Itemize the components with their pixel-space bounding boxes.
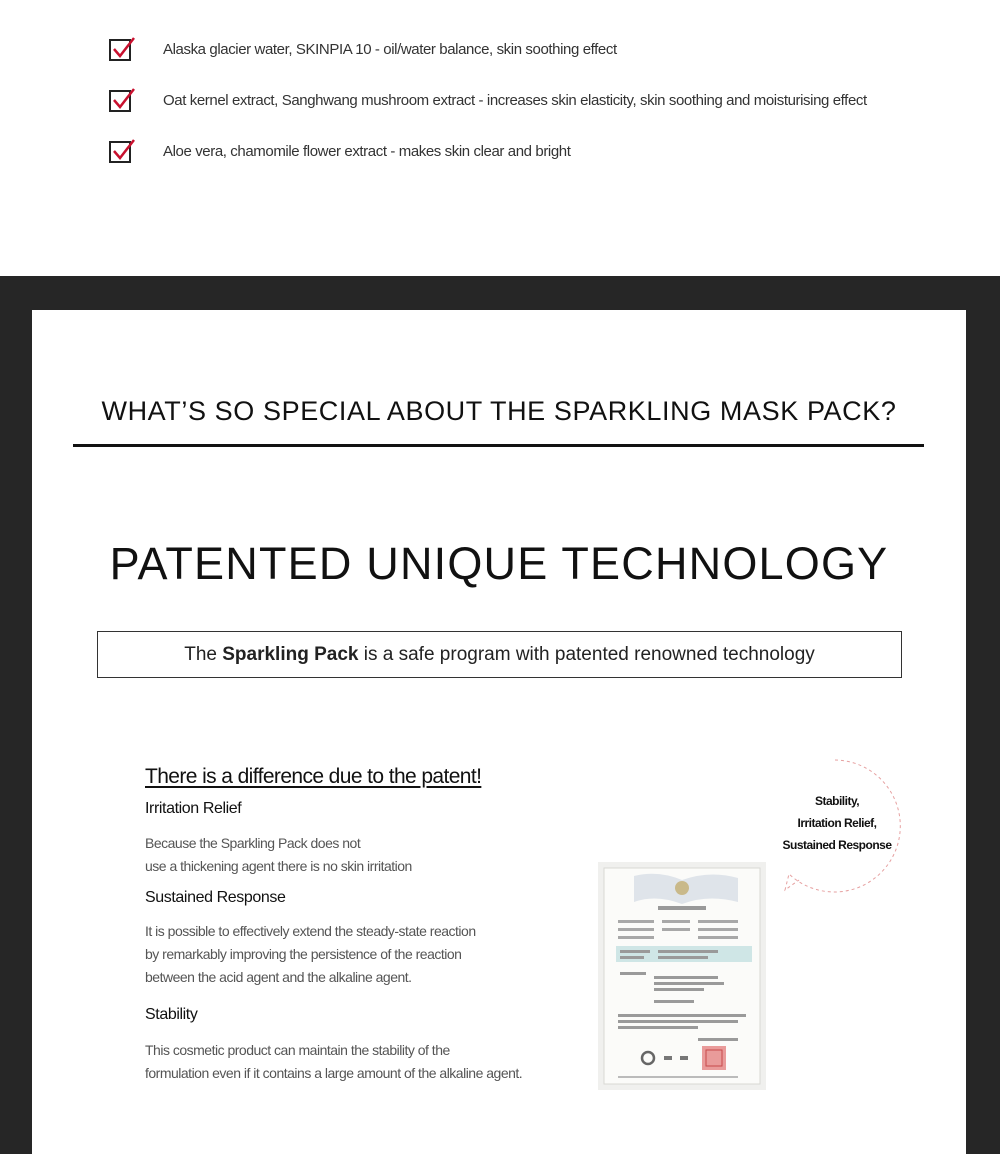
patent-statement-bold: Sparkling Pack — [222, 643, 359, 665]
bubble-line: Irritation Relief, — [797, 816, 877, 830]
text-line: Because the Sparkling Pack does not — [145, 835, 361, 851]
checkbox-checked-icon — [108, 35, 136, 63]
stability-title: Stability — [145, 1006, 198, 1023]
sustained-response-title: Sustained Response — [145, 889, 286, 906]
stability-text — [145, 1039, 522, 1085]
patent-title: PATENTED UNIQUE TECHNOLOGY — [109, 538, 889, 589]
bubble-line: Stability, — [814, 794, 860, 808]
text-line: by remarkably improving the persistence of the reaction — [145, 946, 462, 962]
sustained-response-text — [145, 920, 476, 989]
checkbox-checked-icon — [108, 137, 136, 165]
checkbox-checked-icon — [108, 86, 136, 114]
patent-certificate-image — [598, 862, 766, 1090]
bubble-text — [767, 790, 907, 856]
benefit-text: Oat kernel extract, Sanghwang mushroom extract - increases skin elasticity, skin soothing and moisturising effect — [163, 91, 867, 109]
special-title: WHAT’S SO SPECIAL ABOUT THE SPARKLING MASK PACK? — [101, 396, 897, 426]
text-line: between the acid agent and the alkaline agent. — [145, 969, 412, 985]
benefit-item — [108, 85, 867, 115]
benefit-text: Aloe vera, chamomile flower extract - makes skin clear and bright — [163, 142, 571, 160]
benefit-text: Alaska glacier water, SKINPIA 10 - oil/water balance, skin soothing effect — [163, 40, 617, 58]
text-line: It is possible to effectively extend the steady-state reaction — [145, 923, 476, 939]
text-line: use a thickening agent there is no skin irritation — [145, 858, 412, 874]
benefit-item — [108, 34, 617, 64]
patent-statement-box — [97, 631, 902, 678]
patent-statement-suffix: is a safe program with patented renowned technology — [358, 643, 815, 665]
patent-statement-prefix: The — [184, 643, 223, 665]
difference-heading: There is a difference due to the patent! — [145, 765, 482, 788]
benefit-item — [108, 136, 571, 166]
special-card — [32, 310, 966, 1154]
bubble-line: Sustained Response — [782, 838, 892, 852]
irritation-relief-title: Irritation Relief — [145, 800, 242, 817]
text-line: This cosmetic product can maintain the stability of the — [145, 1042, 450, 1058]
title-divider — [73, 444, 924, 447]
benefits-section — [0, 0, 1000, 276]
text-line: formulation even if it contains a large amount of the alkaline agent. — [145, 1065, 523, 1081]
irritation-relief-text — [145, 832, 412, 878]
